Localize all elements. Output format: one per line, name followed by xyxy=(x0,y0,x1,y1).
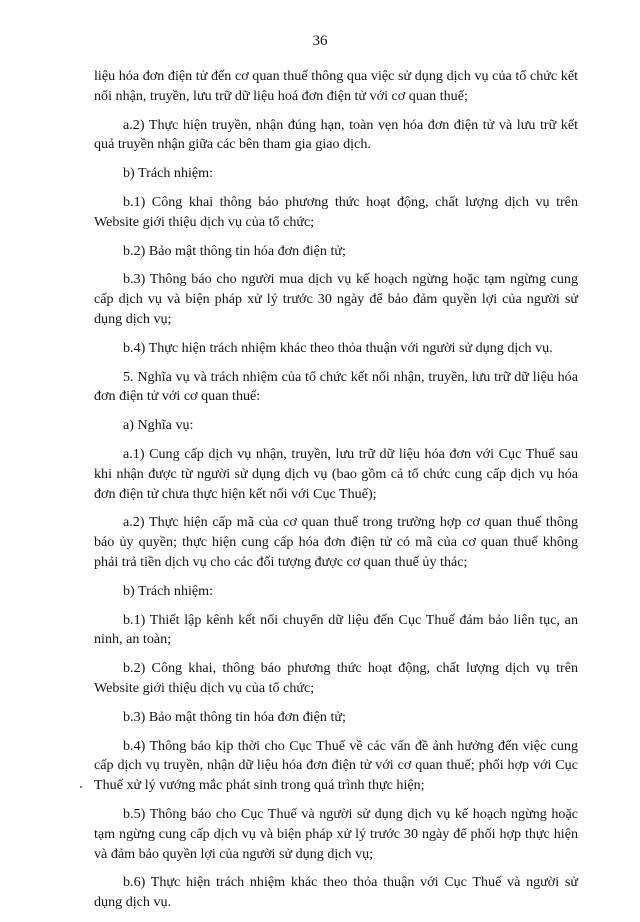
paragraph: b.2) Bảo mật thông tin hóa đơn điện tử; xyxy=(123,242,346,259)
page-number: 36 xyxy=(312,33,328,49)
paragraph: b.5) Thông báo cho Cục Thuế và người sử dụng dịch vụ kế hoạch ngừng hoặc tạm ngừng cung cấp dịch vụ và biện pháp xử lý trước 30 ngày để phối hợp thực hiện và đảm bảo quyền lợi của người sử dụng dịch vụ; xyxy=(94,805,578,862)
paragraph: a.1) Cung cấp dịch vụ nhận, truyền, lưu trữ dữ liệu hóa đơn với Cục Thuế sau khi nhận được từ người sử dụng dịch vụ (bao gồm cả tổ chức cung cấp dịch vụ hóa đơn điện tử chưa thực hiện kết nối với Cục Thuế); xyxy=(94,445,578,502)
paragraph: b.1) Công khai thông báo phương thức hoạt động, chất lượng dịch vụ trên Website giới thiệu dịch vụ của tổ chức; xyxy=(94,193,578,230)
paragraph: b.4) Thực hiện trách nhiệm khác theo thỏa thuận với người sử dụng dịch vụ. xyxy=(123,339,553,356)
paragraph: a.2) Thực hiện cấp mã của cơ quan thuế trong trường hợp cơ quan thuế thông báo ủy quyền; thực hiện cung cấp hóa đơn điện tử có mã của cơ quan thuế không phải trả tiền dịch vụ cho các đối tượng được cơ quan thuế ủy thác; xyxy=(94,514,578,570)
paragraph: b.2) Công khai, thông báo phương thức hoạt động, chất lượng dịch vụ trên Website giới thiệu dịch vụ của tổ chức; xyxy=(94,660,578,696)
paragraph: 5. Nghĩa vụ và trách nhiệm của tổ chức kết nối nhận, truyền, lưu trữ dữ liệu hóa đơn điện tử với cơ quan thuế: xyxy=(94,368,578,405)
paragraph: b.1) Thiết lập kênh kết nối chuyển dữ liệu đến Cục Thuế đảm bảo liên tục, an ninh, an toàn; xyxy=(94,611,578,648)
paragraph: a.2) Thực hiện truyền, nhận đúng hạn, toàn vẹn hóa đơn điện tử và lưu trữ kết quả truyền nhận giữa các bên tham gia giao dịch. xyxy=(94,116,578,153)
scan-speck xyxy=(80,786,82,788)
paragraph: liệu hóa đơn điện tử đến cơ quan thuế thông qua việc sử dụng dịch vụ của tổ chức kết nối nhận, truyền, lưu trữ dữ liệu hoá đơn điện tử với cơ quan thuế; xyxy=(94,68,578,104)
paragraph: b) Trách nhiệm: xyxy=(123,165,214,182)
paragraph: b.3) Thông báo cho người mua dịch vụ kế hoạch ngừng hoặc tạm ngừng cung cấp dịch vụ và biện pháp xử lý trước 30 ngày để bảo đảm quyền lợi của người sử dụng dịch vụ; xyxy=(94,271,578,327)
paragraph: a) Nghĩa vụ: xyxy=(123,417,194,434)
paragraph: b.6) Thực hiện trách nhiệm khác theo thỏa thuận với Cục Thuế và người sử dụng dịch vụ. xyxy=(94,874,578,911)
paragraph: b.3) Bảo mật thông tin hóa đơn điện tử; xyxy=(123,708,346,725)
paragraph: b.4) Thông báo kịp thời cho Cục Thuế về các vấn đề ảnh hưởng đến việc cung cấp dịch vụ truyền, nhận dữ liệu hóa đơn điện tử với cơ quan thuế; phối hợp với Cục Thuế xử lý vướng mắc phát sinh trong quá trình thực hiện; xyxy=(94,737,578,794)
document-body xyxy=(94,67,578,922)
paragraph: b) Trách nhiệm: xyxy=(123,582,214,599)
